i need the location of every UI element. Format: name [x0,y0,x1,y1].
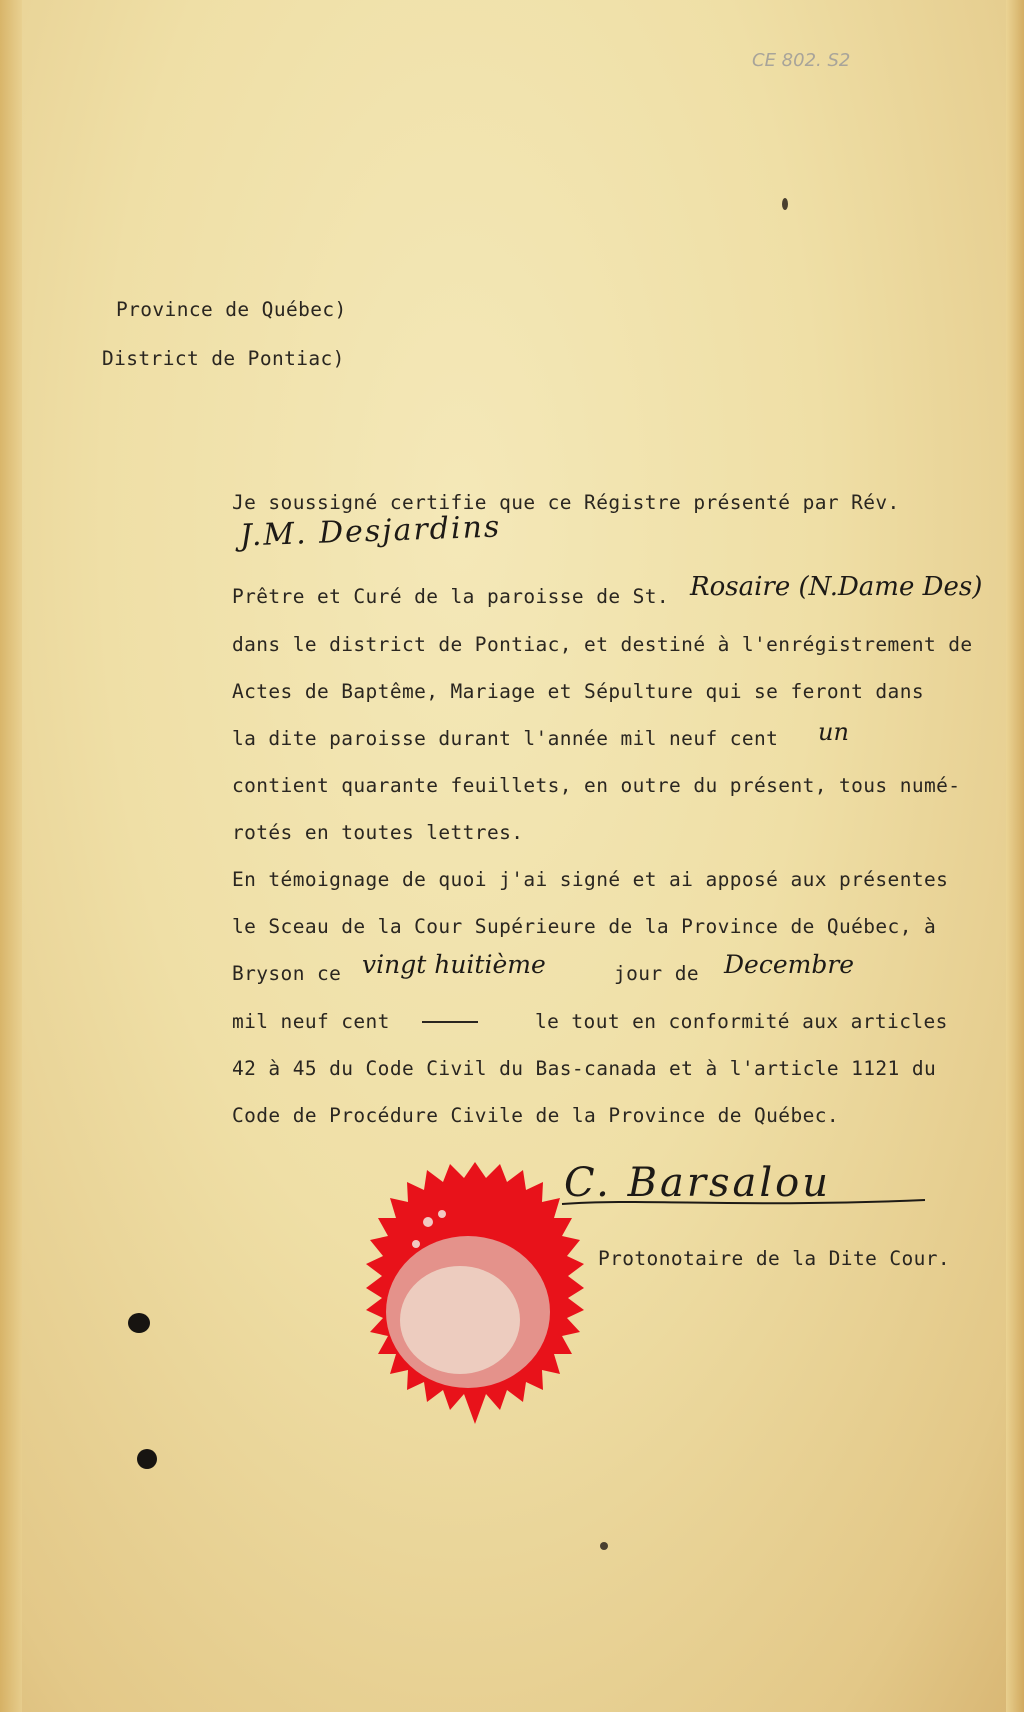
body-line-4: Actes de Baptême, Mariage et Sépulture qui se feront dans [232,680,924,703]
signature-title: Protonotaire de la Dite Cour. [598,1247,951,1270]
handwritten-signature: C. Barsalou [564,1160,831,1206]
body-line-6: contient quarante feuillets, en outre du présent, tous numé- [232,774,961,797]
body-line-2: Prêtre et Curé de la paroisse de St. [232,585,670,608]
ink-speck [600,1542,608,1550]
header-province: Province de Québec) [116,298,347,321]
signature-flourish [560,1186,930,1210]
handwritten-priest-name: J.M. Desjardins [239,509,502,554]
handwritten-parish-name: Rosaire (N.Dame Des) [690,572,983,602]
handwritten-year: un [818,718,849,746]
body-line-5: la dite paroisse durant l'année mil neuf cent [232,727,779,750]
paper-edge-right [1006,0,1024,1712]
paper-edge-left [0,0,22,1712]
handwritten-month: Decembre [724,950,855,979]
handwritten-day: vingt huitième [362,950,546,979]
body-line-1: Je soussigné certifie que ce Régistre présenté par Rév. [232,491,900,514]
body-line-10-start: Bryson ce [232,962,342,985]
ink-spot [782,198,788,210]
archive-code: CE 802. S2 [752,50,851,71]
header-district: District de Pontiac) [102,347,345,370]
binding-hole-top [128,1313,150,1333]
binding-hole-bottom [137,1449,157,1469]
body-line-8: En témoignage de quoi j'ai signé et ai apposé aux présentes [232,868,949,891]
body-line-3: dans le district de Pontiac, et destiné à l'enrégistrement de [232,633,973,656]
body-line-11-end: le tout en conformité aux articles [535,1010,948,1033]
body-line-12: 42 à 45 du Code Civil du Bas-canada et à l'article 1121 du [232,1057,937,1080]
body-line-13: Code de Procédure Civile de la Province de Québec. [232,1104,839,1127]
blank-dash [422,1021,478,1023]
body-line-7: rotés en toutes lettres. [232,821,524,844]
body-line-9: le Sceau de la Cour Supérieure de la Province de Québec, à [232,915,937,938]
body-line-10-mid: jour de [614,962,699,985]
body-line-11-start: mil neuf cent [232,1010,390,1033]
